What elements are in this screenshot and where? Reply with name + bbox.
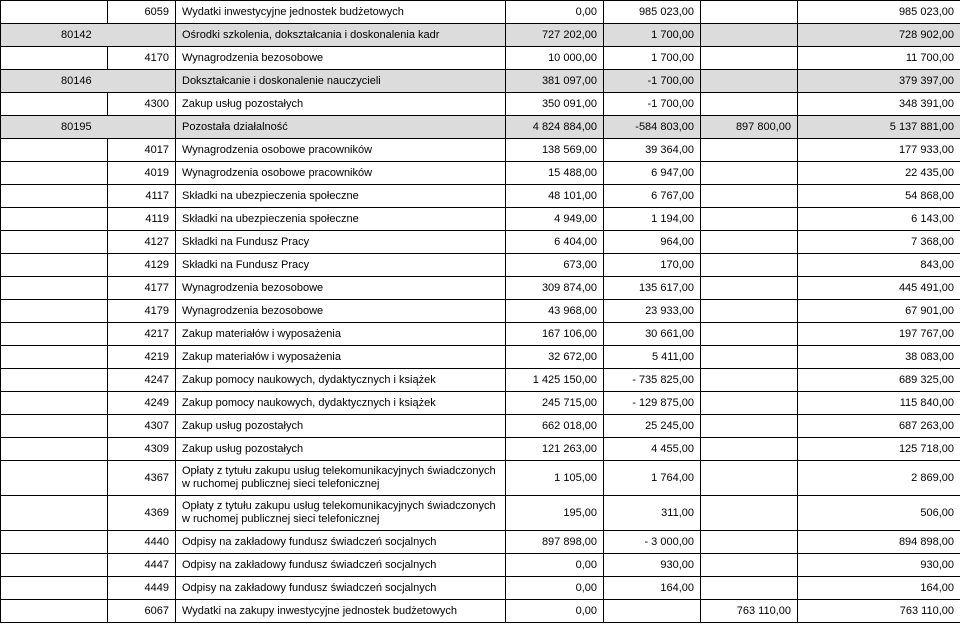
- amount-change: 1 194,00: [604, 208, 701, 231]
- amount-before: 32 672,00: [506, 346, 604, 369]
- amount-before: 309 874,00: [506, 277, 604, 300]
- subsection-row: [1, 24, 960, 47]
- paragraph-code: 4447: [108, 554, 176, 577]
- paragraph-code: 4309: [108, 438, 176, 461]
- empty-cell: [1, 554, 108, 577]
- amount-change: 23 933,00: [604, 300, 701, 323]
- amount-change: 6 767,00: [604, 185, 701, 208]
- amount-change: - 129 875,00: [604, 392, 701, 415]
- amount-after: 38 083,00: [798, 346, 960, 369]
- empty-cell: [1, 47, 108, 70]
- amount-before: 1 425 150,00: [506, 369, 604, 392]
- table-row: [1, 254, 960, 277]
- table-row: [1, 277, 960, 300]
- amount-after: 687 263,00: [798, 415, 960, 438]
- paragraph-name: Składki na Fundusz Pracy: [176, 231, 506, 254]
- amount-before: 727 202,00: [506, 24, 604, 47]
- amount-extra-empty: [701, 438, 798, 461]
- amount-change: 1 700,00: [604, 24, 701, 47]
- amount-before: 245 715,00: [506, 392, 604, 415]
- amount-extra-empty: [701, 461, 798, 496]
- paragraph-name: Zakup pomocy naukowych, dydaktycznych i książek: [176, 392, 506, 415]
- amount-change: - 735 825,00: [604, 369, 701, 392]
- paragraph-name: Wynagrodzenia bezosobowe: [176, 300, 506, 323]
- empty-cell: [1, 93, 108, 116]
- amount-extra: 897 800,00: [701, 116, 798, 139]
- amount-extra-empty: [701, 162, 798, 185]
- amount-change: -584 803,00: [604, 116, 701, 139]
- amount-before: 138 569,00: [506, 139, 604, 162]
- paragraph-name: Odpisy na zakładowy fundusz świadczeń socjalnych: [176, 577, 506, 600]
- paragraph-code: 4440: [108, 531, 176, 554]
- table-row: [1, 554, 960, 577]
- amount-after: 54 868,00: [798, 185, 960, 208]
- amount-change: 6 947,00: [604, 162, 701, 185]
- paragraph-name: Wynagrodzenia bezosobowe: [176, 47, 506, 70]
- amount-change: -1 700,00: [604, 70, 701, 93]
- paragraph-code: 4129: [108, 254, 176, 277]
- empty-cell: [1, 185, 108, 208]
- paragraph-code: 4017: [108, 139, 176, 162]
- paragraph-code: 4307: [108, 415, 176, 438]
- table-row: [1, 47, 960, 70]
- paragraph-name: Wynagrodzenia bezosobowe: [176, 277, 506, 300]
- empty-cell: [1, 162, 108, 185]
- amount-before: 0,00: [506, 554, 604, 577]
- amount-after: 6 143,00: [798, 208, 960, 231]
- amount-before: 167 106,00: [506, 323, 604, 346]
- paragraph-name: Zakup pomocy naukowych, dydaktycznych i książek: [176, 369, 506, 392]
- subsection-row: [1, 70, 960, 93]
- amount-extra-empty: [701, 208, 798, 231]
- table-row: [1, 600, 960, 623]
- paragraph-code: 4249: [108, 392, 176, 415]
- paragraph-name: Wynagrodzenia osobowe pracowników: [176, 139, 506, 162]
- empty-cell: [1, 208, 108, 231]
- amount-before: 381 097,00: [506, 70, 604, 93]
- amount-change: 1 700,00: [604, 47, 701, 70]
- amount-after: 164,00: [798, 577, 960, 600]
- paragraph-code: 4179: [108, 300, 176, 323]
- paragraph-name: Odpisy na zakładowy fundusz świadczeń socjalnych: [176, 554, 506, 577]
- amount-after: 11 700,00: [798, 47, 960, 70]
- paragraph-code: 4367: [108, 461, 176, 496]
- paragraph-name: Wynagrodzenia osobowe pracowników: [176, 162, 506, 185]
- amount-change: 5 411,00: [604, 346, 701, 369]
- amount-change: 964,00: [604, 231, 701, 254]
- amount-before: 673,00: [506, 254, 604, 277]
- amount-extra-empty: [701, 277, 798, 300]
- paragraph-code: 4217: [108, 323, 176, 346]
- amount-extra-empty: [701, 577, 798, 600]
- paragraph-name: Odpisy na zakładowy fundusz świadczeń socjalnych: [176, 531, 506, 554]
- amount-after: 689 325,00: [798, 369, 960, 392]
- amount-change-empty: [604, 600, 701, 623]
- amount-after: 379 397,00: [798, 70, 960, 93]
- amount-change: 39 364,00: [604, 139, 701, 162]
- table-row: [1, 577, 960, 600]
- amount-after: 125 718,00: [798, 438, 960, 461]
- empty-cell: [1, 254, 108, 277]
- amount-extra: [701, 24, 798, 47]
- amount-after: 894 898,00: [798, 531, 960, 554]
- table-row: [1, 1, 960, 24]
- table-row: [1, 208, 960, 231]
- paragraph-name: Zakup usług pozostałych: [176, 438, 506, 461]
- table-row: [1, 185, 960, 208]
- amount-extra-empty: [701, 531, 798, 554]
- section-code: 80195: [1, 116, 176, 139]
- empty-cell: [1, 300, 108, 323]
- amount-extra-empty: [701, 323, 798, 346]
- amount-after: 985 023,00: [798, 1, 960, 24]
- amount-change: 311,00: [604, 496, 701, 531]
- paragraph-code: 4219: [108, 346, 176, 369]
- amount-extra-empty: [701, 496, 798, 531]
- paragraph-code: 4117: [108, 185, 176, 208]
- amount-change: 4 455,00: [604, 438, 701, 461]
- amount-change: 164,00: [604, 577, 701, 600]
- amount-change: - 3 000,00: [604, 531, 701, 554]
- amount-extra-empty: [701, 47, 798, 70]
- paragraph-code: 4300: [108, 93, 176, 116]
- amount-extra-empty: [701, 254, 798, 277]
- amount-extra-empty: [701, 139, 798, 162]
- paragraph-code: 4449: [108, 577, 176, 600]
- amount-after: 22 435,00: [798, 162, 960, 185]
- amount-change: 930,00: [604, 554, 701, 577]
- amount-change: 763 110,00: [701, 600, 798, 623]
- amount-extra-empty: [701, 346, 798, 369]
- table-row: [1, 231, 960, 254]
- section-name: Dokształcanie i doskonalenie nauczycieli: [176, 70, 506, 93]
- amount-extra-empty: [701, 369, 798, 392]
- amount-after: 445 491,00: [798, 277, 960, 300]
- amount-extra-empty: [701, 231, 798, 254]
- amount-after: 177 933,00: [798, 139, 960, 162]
- table-row: [1, 369, 960, 392]
- empty-cell: [1, 461, 108, 496]
- amount-before: 1 105,00: [506, 461, 604, 496]
- section-name: Pozostała działalność: [176, 116, 506, 139]
- paragraph-name: Wydatki na zakupy inwestycyjne jednostek budżetowych: [176, 600, 506, 623]
- amount-after: 115 840,00: [798, 392, 960, 415]
- amount-before: 4 949,00: [506, 208, 604, 231]
- empty-cell: [1, 600, 108, 623]
- empty-cell: [1, 1, 108, 24]
- table-row: [1, 415, 960, 438]
- subsection-row: [1, 116, 960, 139]
- paragraph-name: Składki na ubezpieczenia społeczne: [176, 208, 506, 231]
- amount-extra-empty: [701, 554, 798, 577]
- paragraph-name: Opłaty z tytułu zakupu usług telekomunikacyjnych świadczonych w ruchomej publicznej sieci telefonicznej: [176, 461, 506, 496]
- table-row: [1, 323, 960, 346]
- amount-after: 843,00: [798, 254, 960, 277]
- amount-change: 1 764,00: [604, 461, 701, 496]
- amount-before: 350 091,00: [506, 93, 604, 116]
- amount-before: 121 263,00: [506, 438, 604, 461]
- amount-extra-empty: [701, 300, 798, 323]
- amount-before: 4 824 884,00: [506, 116, 604, 139]
- empty-cell: [1, 231, 108, 254]
- empty-cell: [1, 346, 108, 369]
- table-row: [1, 162, 960, 185]
- empty-cell: [1, 577, 108, 600]
- amount-extra: [701, 70, 798, 93]
- paragraph-code: 6059: [108, 1, 176, 24]
- table-row: [1, 139, 960, 162]
- table-row: [1, 438, 960, 461]
- amount-change: 170,00: [604, 254, 701, 277]
- amount-before: 0,00: [506, 1, 604, 24]
- amount-after: 67 901,00: [798, 300, 960, 323]
- table-row: [1, 300, 960, 323]
- amount-after: 2 869,00: [798, 461, 960, 496]
- amount-after: 506,00: [798, 496, 960, 531]
- paragraph-code: 4369: [108, 496, 176, 531]
- paragraph-code: 4127: [108, 231, 176, 254]
- empty-cell: [1, 139, 108, 162]
- amount-after: 728 902,00: [798, 24, 960, 47]
- amount-before: 0,00: [506, 577, 604, 600]
- empty-cell: [1, 531, 108, 554]
- paragraph-code: 4247: [108, 369, 176, 392]
- paragraph-code: 4119: [108, 208, 176, 231]
- amount-after: 7 368,00: [798, 231, 960, 254]
- amount-before: 195,00: [506, 496, 604, 531]
- amount-extra-empty: [701, 185, 798, 208]
- paragraph-name: Opłaty z tytułu zakupu usług telekomunikacyjnych świadczonych w ruchomej publicznej sieci telefonicznej: [176, 496, 506, 531]
- amount-extra-empty: [701, 415, 798, 438]
- table-row: [1, 93, 960, 116]
- amount-after: 930,00: [798, 554, 960, 577]
- empty-cell: [1, 277, 108, 300]
- amount-extra-empty: [701, 1, 798, 24]
- section-name: Ośrodki szkolenia, dokształcania i doskonalenia kadr: [176, 24, 506, 47]
- table-row: [1, 531, 960, 554]
- amount-extra-empty: [701, 93, 798, 116]
- paragraph-name: Składki na ubezpieczenia społeczne: [176, 185, 506, 208]
- amount-change: 135 617,00: [604, 277, 701, 300]
- table-row: [1, 392, 960, 415]
- paragraph-name: Składki na Fundusz Pracy: [176, 254, 506, 277]
- amount-change: 985 023,00: [604, 1, 701, 24]
- amount-change: -1 700,00: [604, 93, 701, 116]
- table-row: [1, 461, 960, 496]
- paragraph-code: 4170: [108, 47, 176, 70]
- paragraph-name: Zakup usług pozostałych: [176, 415, 506, 438]
- paragraph-name: Wydatki inwestycyjne jednostek budżetowych: [176, 1, 506, 24]
- amount-after: 763 110,00: [798, 600, 960, 623]
- amount-before: 0,00: [506, 600, 604, 623]
- section-code: 80146: [1, 70, 176, 93]
- amount-before: 15 488,00: [506, 162, 604, 185]
- amount-before: 662 018,00: [506, 415, 604, 438]
- table-row: [1, 496, 960, 531]
- amount-before: 10 000,00: [506, 47, 604, 70]
- paragraph-name: Zakup materiałów i wyposażenia: [176, 346, 506, 369]
- amount-after: 197 767,00: [798, 323, 960, 346]
- amount-before: 897 898,00: [506, 531, 604, 554]
- amount-before: 48 101,00: [506, 185, 604, 208]
- section-code: 80142: [1, 24, 176, 47]
- empty-cell: [1, 438, 108, 461]
- table-row: [1, 346, 960, 369]
- paragraph-code: 6067: [108, 600, 176, 623]
- amount-change: 30 661,00: [604, 323, 701, 346]
- paragraph-code: 4177: [108, 277, 176, 300]
- amount-change: 25 245,00: [604, 415, 701, 438]
- amount-after: 5 137 881,00: [798, 116, 960, 139]
- empty-cell: [1, 392, 108, 415]
- empty-cell: [1, 323, 108, 346]
- paragraph-name: Zakup usług pozostałych: [176, 93, 506, 116]
- empty-cell: [1, 369, 108, 392]
- amount-before: 43 968,00: [506, 300, 604, 323]
- empty-cell: [1, 415, 108, 438]
- amount-after: 348 391,00: [798, 93, 960, 116]
- empty-cell: [1, 496, 108, 531]
- paragraph-name: Zakup materiałów i wyposażenia: [176, 323, 506, 346]
- paragraph-code: 4019: [108, 162, 176, 185]
- amount-before: 6 404,00: [506, 231, 604, 254]
- amount-extra-empty: [701, 392, 798, 415]
